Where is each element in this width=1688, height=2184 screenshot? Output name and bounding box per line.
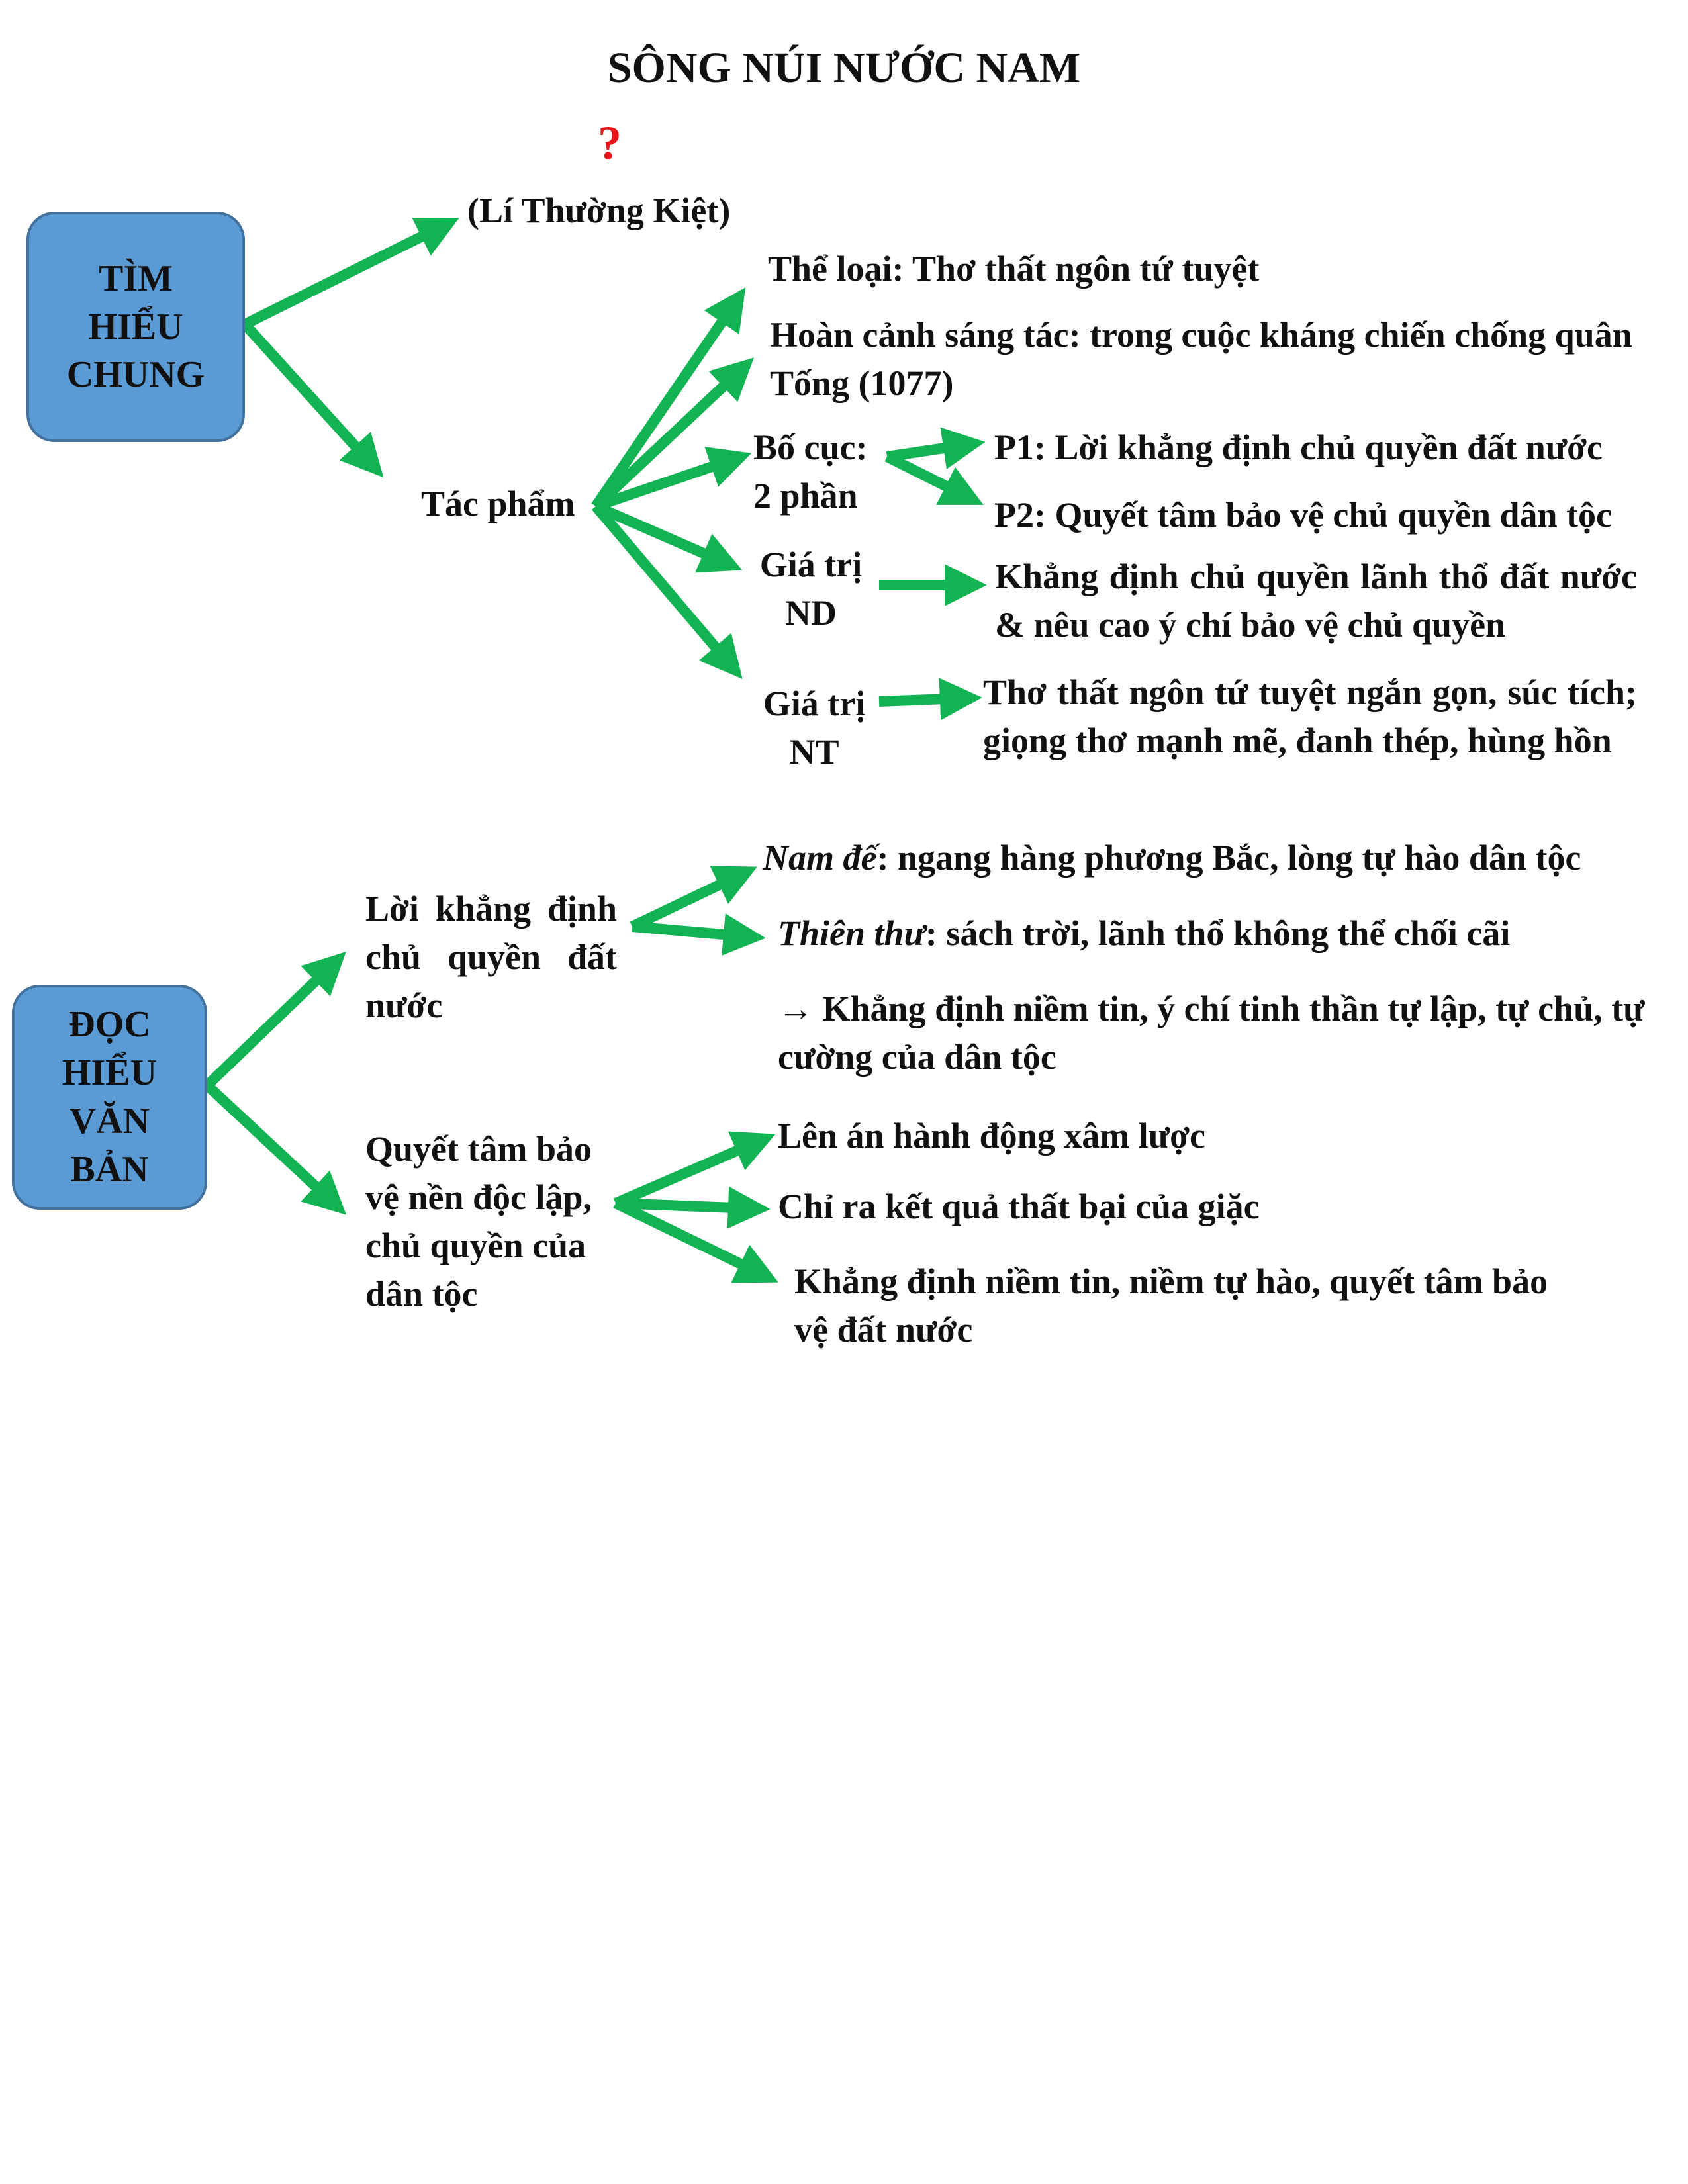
nd-label-line: Giá trị	[759, 545, 863, 584]
p1-text: P1: Lời khẳng định chủ quyền đất nước	[994, 428, 1603, 467]
genre-text: Thể loại: Thơ thất ngôn tứ tuyệt	[768, 249, 1260, 289]
layout-label-line: 2 phần	[753, 475, 858, 516]
arrow-to-genre	[596, 303, 735, 506]
box-line: ĐỌC	[68, 1004, 151, 1046]
thien-thu-text	[778, 909, 1510, 958]
box-line: CHUNG	[66, 354, 205, 396]
arrow-to-thien-thu	[632, 927, 747, 936]
b2-item1: Lên án hành động xâm lược	[778, 1116, 1205, 1156]
page-title: SÔNG NÚI NƯỚC NAM	[607, 44, 1081, 92]
p2-text: P2: Quyết tâm bảo vệ chủ quyền dân tộc	[994, 495, 1613, 535]
layout-label	[753, 424, 867, 520]
nam-de-term: Nam đế	[763, 838, 877, 878]
author-label: (Lí Thường Kiệt)	[467, 191, 731, 230]
nt-text: Thơ thất ngôn tứ tuyệt ngắn gọn, súc tích; giọng thơ mạnh mẽ, đanh thép, hùng hồn	[983, 672, 1637, 760]
thien-thu-term: Thiên thư	[778, 913, 925, 953]
context-text: Hoàn cảnh sáng tác: trong cuộc kháng chiến chống quân Tống (1077)	[770, 315, 1632, 403]
conclusion-text: → Khẳng định niềm tin, ý chí tinh thần tự lập, tự chủ, tự cường của dân tộc	[778, 989, 1645, 1077]
arrow-to-b2-item1	[616, 1142, 758, 1203]
branch2-label: Quyết tâm bảo vệ nền độc lập, chủ quyền của dân tộc	[365, 1129, 592, 1314]
nt-label	[745, 680, 884, 776]
arrow-to-nt-text	[879, 698, 963, 702]
b2-item2: Chỉ ra kết quả thất bại của giặc	[778, 1187, 1260, 1226]
thien-thu-desc: : sách trời, lãnh thổ không thể chối cãi	[925, 913, 1511, 953]
arrow-to-p1	[887, 445, 966, 457]
arrow-to-author	[245, 226, 442, 324]
arrow-to-branch1	[207, 965, 332, 1085]
nam-de-text	[763, 834, 1581, 882]
arrow-to-work	[245, 324, 371, 463]
nt-label-line: NT	[789, 731, 839, 772]
branch1-label: Lời khẳng định chủ quyền đất nước	[365, 889, 617, 1025]
work-label: Tác phẩm	[421, 484, 575, 523]
box-line: VĂN	[69, 1101, 150, 1142]
arrow-to-b2-item3	[616, 1203, 761, 1274]
b2-item3: Khẳng định niềm tin, niềm tự hào, quyết tâm bảo vệ đất nước	[794, 1261, 1548, 1349]
box-line: HIỂU	[88, 306, 183, 347]
arrow-to-nam-de	[632, 875, 740, 927]
layout-label-line: Bố cục:	[753, 428, 868, 467]
nt-label-line: Giá trị	[763, 684, 866, 723]
arrow-to-branch2	[207, 1085, 332, 1202]
nd-label-line: ND	[785, 592, 837, 633]
question-mark: ?	[598, 116, 622, 169]
nd-text: Khẳng định chủ quyền lãnh thổ đất nước & nêu cao ý chí bảo vệ chủ quyền	[995, 557, 1637, 645]
box-line: HIỂU	[62, 1052, 158, 1094]
nam-de-desc: : ngang hàng phương Bắc, lòng tự hào dân tộc	[876, 838, 1581, 878]
box-line: BẢN	[70, 1148, 149, 1190]
nd-label	[741, 541, 880, 637]
arrow-to-p2	[887, 457, 966, 496]
doc-hieu-van-ban-box	[12, 985, 207, 1210]
tim-hieu-chung-box	[26, 212, 245, 442]
box-line: TÌM	[98, 257, 173, 299]
